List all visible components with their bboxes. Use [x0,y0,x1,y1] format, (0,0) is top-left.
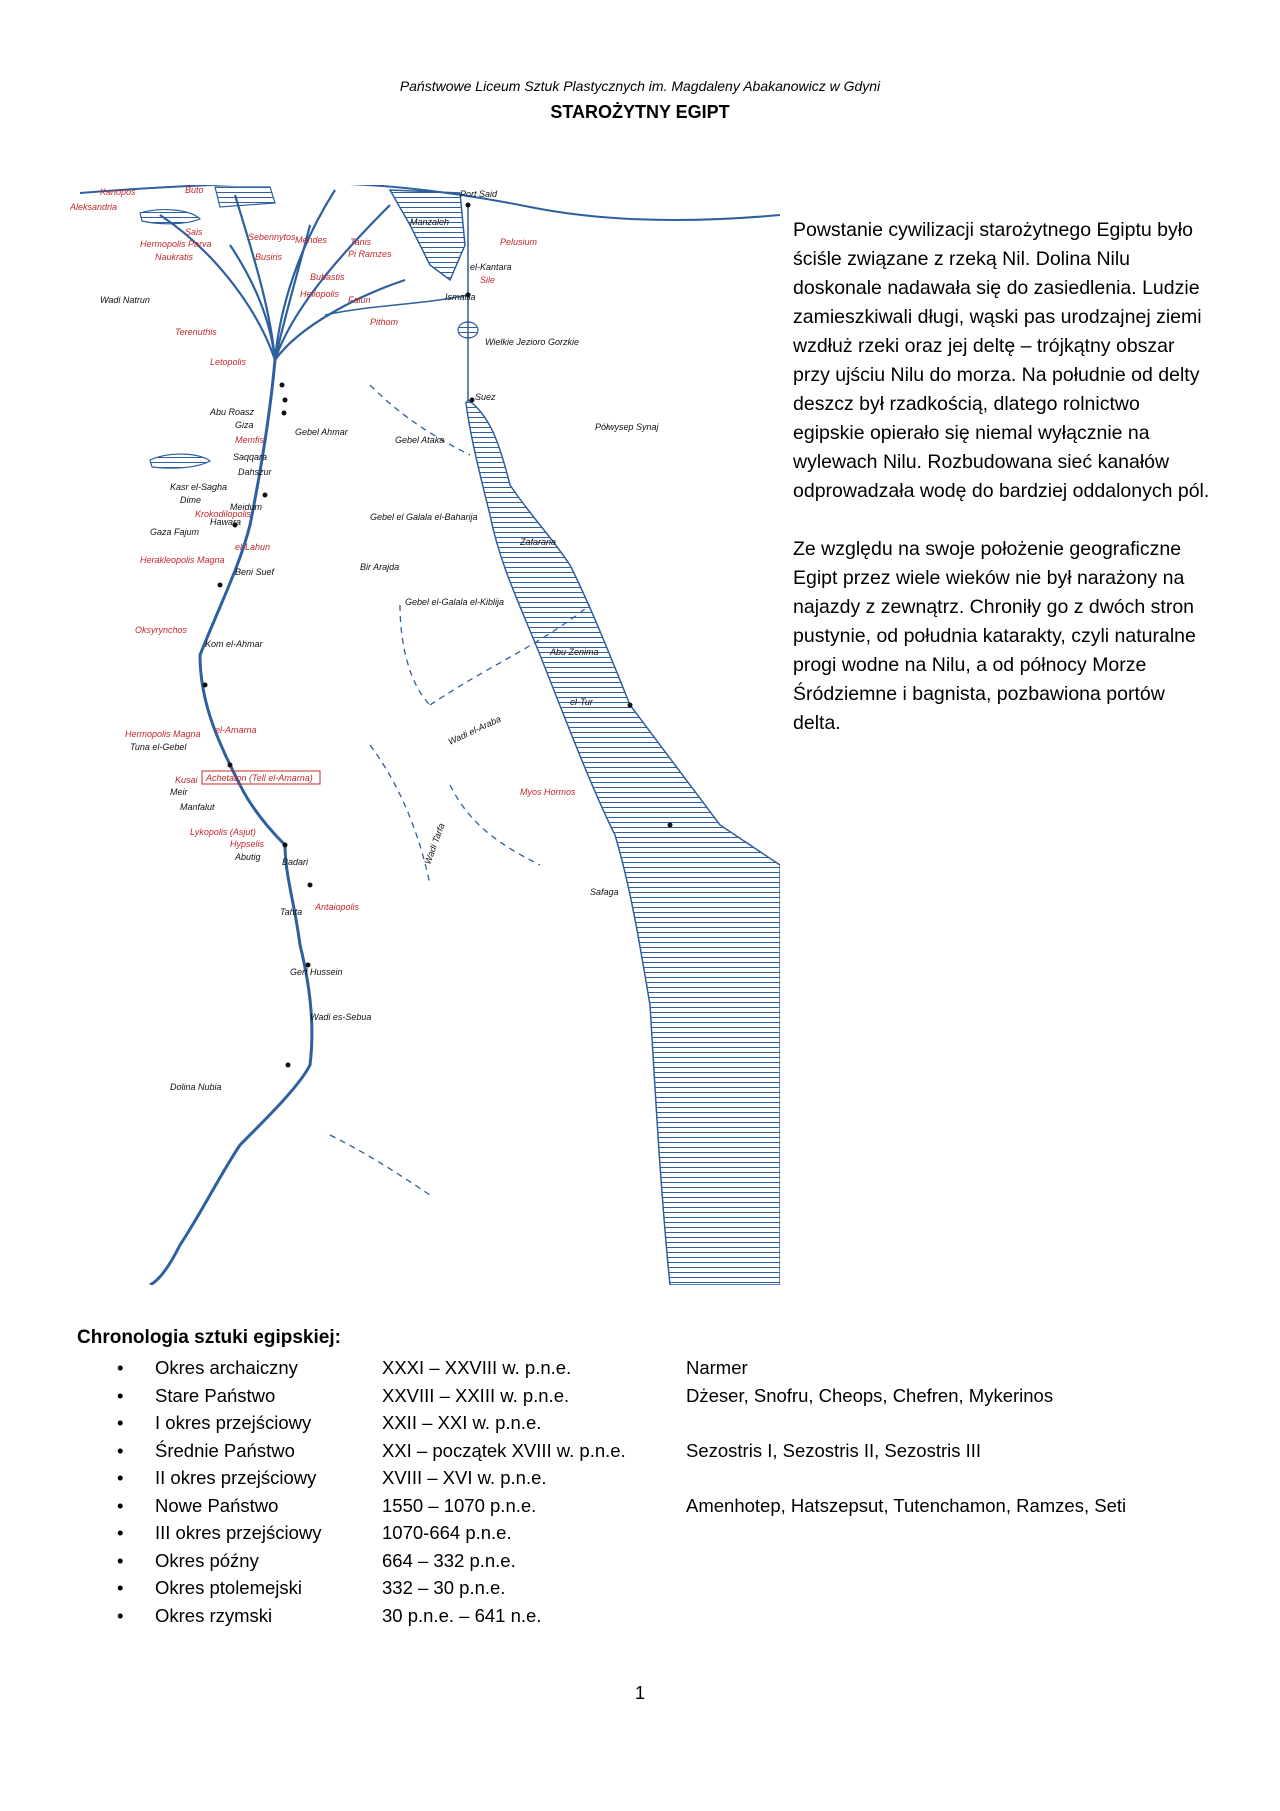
list-item [77,1519,1227,1547]
period-dates: XVIII – XVI w. p.n.e. [382,1467,547,1488]
bullet-icon: • [117,1549,124,1571]
map-label-bubastis: Bubastis [310,272,345,282]
map-label-krokodilopolis: Krokodilopolis [195,509,252,519]
map-label-dahszur: Dahszur [238,467,272,477]
chronology-list [77,1354,1227,1629]
map-label-herakleopolis: Herakleopolis Magna [140,555,225,565]
period-dates: 1070-664 p.n.e. [382,1522,512,1543]
map-label-sais: Sais [185,227,203,237]
period-name: III okres przejściowy [155,1522,322,1543]
intro-paragraph-1: Powstanie cywilizacji starożytnego Egiptu było ściśle związane z rzeką Nil. Dolina Nilu doskonale nadawała się do zasiedlenia. Ludzie zamieszkiwali długi, wąski pas urodzajnej ziemi wzdłuż rzeki oraz jej deltę – trójkątny obszar przy ujściu Nilu do morza. Na południe od delty deszcz był rzadkością, dlatego rolnictwo egipskie opierało się niemal wyłącznie na wylewach Nilu. Rozbudowana sieć kanałów odprowadzała wodę do bardziej oddalonych pól. [793,219,1210,502]
list-item [77,1492,1227,1520]
map-label-el-amarna: el-Amarna [215,725,257,735]
map-label-dime: Dime [180,495,202,505]
list-item [77,1464,1227,1492]
map-label-gebel-ataka: Gebel Ataka [395,435,445,445]
map-label-tahta: Tahta [280,907,303,917]
map-label-saqqara: Saqqara [233,452,268,462]
map-label-naukratis: Naukratis [155,252,194,262]
map-label-manzaleh: Manzaleh [410,217,450,227]
map-label-safaga: Safaga [590,887,619,897]
map-label-tanis: Tanis [350,237,372,247]
map-label-port-said: Port Said [460,189,498,199]
list-item [77,1409,1227,1437]
map-label-abutig: Abutig [235,852,261,862]
map-label-faiun: Faiun [348,295,371,305]
page-number: 1 [634,1683,645,1703]
map-label-pithom: Pithom [370,317,399,327]
period-name: I okres przejściowy [155,1412,312,1433]
period-name: Średnie Państwo [155,1439,295,1461]
map-label-suez: Suez [475,392,496,402]
intro-paragraph-2: Ze względu na swoje położenie geograficzne Egipt przez wiele wieków nie był narażony na najazdy z zewnątrz. Chroniły go z dwóch stron pustynie, od południa katarakty, czyli naturalne progi wodne na Nilu, a od północy Morze Śródziemne i bagnista, pozbawiona portów delta. [793,538,1196,734]
period-name: Okres archaiczny [155,1357,298,1378]
map-label-kusai: Kusai [175,775,198,785]
period-dates: XXXI – XXVIII w. p.n.e. [382,1357,572,1378]
period-dates: 1550 – 1070 p.n.e. [382,1494,537,1516]
nile-river [150,360,312,1285]
map-label-hermopolis-parva: Hermopolis Parva [140,239,212,249]
list-item [77,1354,1227,1382]
map-label-lykopolis: Lykopolis (Asjut) [190,827,256,837]
list-item [77,1547,1227,1575]
map-label-meidum: Meidum [230,502,263,512]
period-name: Okres ptolemejski [155,1577,303,1598]
map-label-gebel-galala-baharija: Gebel el Galala el-Baharija [370,512,478,522]
period-dates: 664 – 332 p.n.e. [382,1549,516,1571]
school-name: Państwowe Liceum Sztuk Plastycznych im. Magdaleny Abakanowicz w Gdyni [399,78,881,94]
map-label-hypselis: Hypselis [230,839,265,849]
bullet-icon: • [117,1357,124,1378]
period-dates: 30 p.n.e. – 641 n.e. [382,1604,542,1626]
map-label-wadi-es-sebua: Wadi es-Sebua [310,1012,372,1022]
map-label-wielkie-jezioro: Wielkie Jezioro Gorzkie [485,337,579,347]
map-label-beni-suef: Beni Suef [235,567,275,577]
period-name: Stare Państwo [155,1384,276,1406]
map-label-ismailia: Ismailia [445,292,476,302]
period-name: Nowe Państwo [155,1494,279,1516]
bullet-icon: • [117,1604,124,1626]
period-name: Okres rzymski [155,1604,273,1626]
bullet-icon: • [117,1494,124,1516]
map-label-wadi-el-araba: Wadi el-Araba [446,713,503,747]
list-item [77,1602,1227,1630]
map-label-abu-roasz: Abu Roasz [210,407,255,417]
map-label-kanopos: Kanopos [100,187,136,197]
map-label-achetaton: Achetaton (Tell el-Amarna) [206,773,313,783]
list-item [77,1437,1227,1465]
lake-manzaleh [390,190,465,280]
lake-moeris [150,454,210,468]
period-rulers: Dżeser, Snofru, Cheops, Chefren, Mykerinos [686,1384,1054,1406]
map-label-sebennytos: Sebennytos [248,232,296,242]
map-label-antaiopolis: Antaiopolis [315,902,360,912]
map-label-zafarana: Zafarana [520,537,557,547]
map-label-letopolis: Letopolis [210,357,247,367]
map-label-el-kantara: el-Kantara [470,262,512,272]
map-label-gaza-fajum: Gaza Fajum [150,527,200,537]
period-name: Okres późny [155,1549,259,1571]
lake-burullus [215,187,275,207]
period-dates: XXVIII – XXIII w. p.n.e. [382,1384,570,1406]
bullet-icon: • [117,1467,124,1488]
bullet-icon: • [117,1384,124,1406]
period-dates: 332 – 30 p.n.e. [382,1577,506,1598]
period-rulers: Narmer [686,1357,748,1378]
map-label-heliopolis: Heliopolis [300,289,340,299]
period-rulers: Amenhotep, Hatszepsut, Tutenchamon, Ramzes, Seti [686,1494,1127,1516]
period-rulers: Sezostris I, Sezostris II, Sezostris III [686,1439,982,1461]
bullet-icon: • [117,1522,124,1543]
map-label-kom-el-ahmar: Kom el-Ahmar [205,639,263,649]
map-label-busiris: Busiris [255,252,283,262]
map-label-el-tur: el-Tur [570,697,593,707]
map-label-terenuthis: Terenuthis [175,327,217,337]
map-label-aleksandria: Aleksandria [70,202,118,212]
map-label-bir-arajda: Bir Arajda [360,562,400,572]
map-label-hawara: Hawara [210,517,242,527]
map-label-abu-zenima: Abu Zenima [550,647,599,657]
map-label-badari: Badari [282,857,309,867]
list-item [77,1574,1227,1602]
map-label-mendes: Mendes [295,235,328,245]
map-label-buto: Buto [185,185,204,195]
intro-text [793,216,1213,767]
map-label-polwysep-synaj: Półwysep Synaj [595,422,659,432]
period-dates: XXI – początek XVIII w. p.n.e. [382,1439,626,1461]
page-title: STAROŻYTNY EGIPT [550,102,730,122]
map-label-meir: Meir [170,787,188,797]
bullet-icon: • [117,1439,124,1461]
map-label-giza: Giza [235,420,254,430]
map-label-gebel-ahmar: Gebel Ahmar [295,427,348,437]
gulf-of-suez [466,400,780,1285]
map-label-oksyrynchos: Oksyrynchos [135,625,188,635]
period-dates: XXII – XXI w. p.n.e. [382,1412,542,1433]
map-label-pi-ramzes: Pi Ramzes [348,249,392,259]
map-label-kasr-el-sagha: Kasr el-Sagha [170,482,228,492]
map-label-el-lahun: el-Lahun [235,542,271,552]
map-label-myos-hormos: Myos Hormos [520,787,576,797]
period-name: II okres przejściowy [155,1467,317,1488]
map-label-pelusium: Pelusium [500,237,538,247]
map-label-manfalut: Manfalut [180,802,215,812]
egypt-map [70,185,780,1285]
chronology-title: Chronologia sztuki egipskiej: [77,1327,341,1348]
bullet-icon: • [117,1412,124,1433]
map-label-hermopolis-magna: Hermopolis Magna [125,729,201,739]
map-label-memfis: Memfis [235,435,264,445]
map-label-gerf-hussein: Gerf Hussein [290,967,343,977]
list-item [77,1382,1227,1410]
map-label-wadi-natrun: Wadi Natrun [100,295,150,305]
map-label-sile: Sile [480,275,496,285]
map-label-wadi-tarfa: Wadi Tarfa [422,821,447,866]
bullet-icon: • [117,1577,124,1598]
map-label-dolina-nubia: Dolina Nubia [170,1082,222,1092]
map-label-tuna-el-gebel: Tuna el-Gebel [130,742,187,752]
map-label-gebel-galala-kiblija: Gebel el-Galala el-Kiblija [405,597,505,607]
